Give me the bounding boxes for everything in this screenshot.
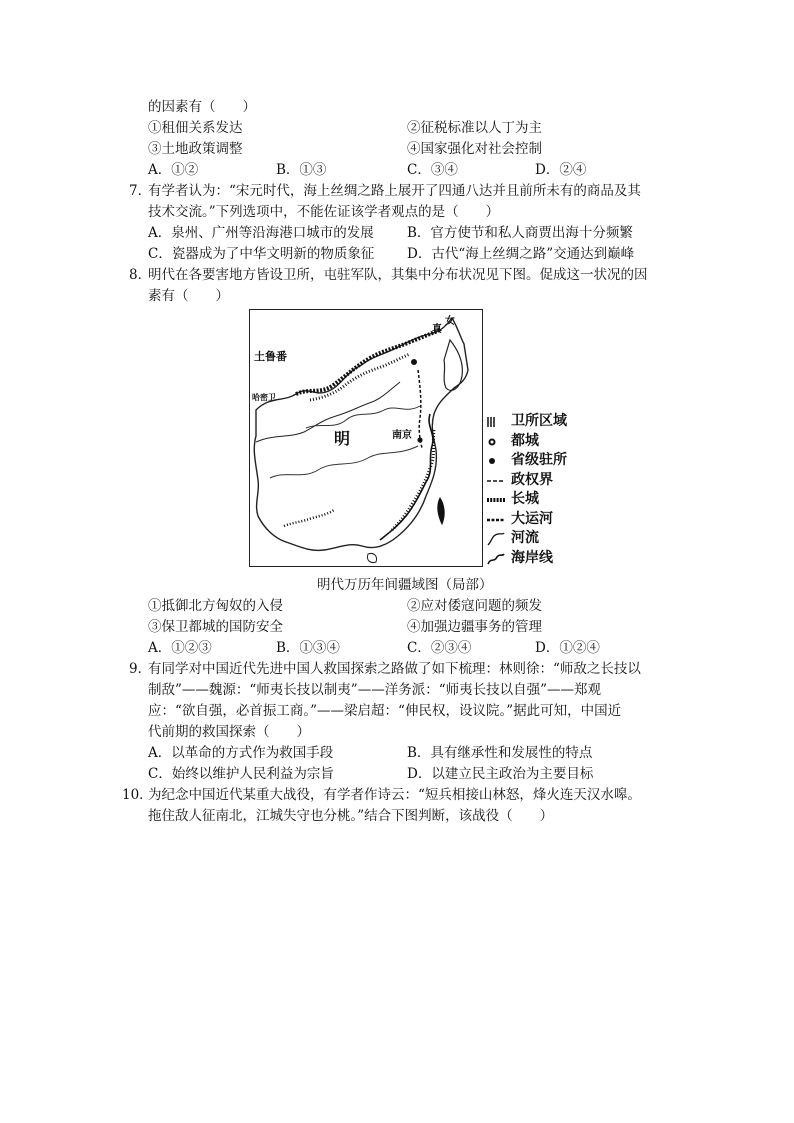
q6-stem-tail: 的因素有（ ）: [148, 99, 256, 115]
legend-label: 河流: [511, 530, 539, 546]
hainan-island: [367, 553, 376, 562]
legend-label: 海岸线: [511, 549, 553, 566]
q7-number: 7．: [129, 183, 152, 199]
garrison-symbol-icon: [486, 414, 506, 430]
legend-label: 政权界: [511, 471, 553, 488]
map-label-tulufan: 土鲁番: [254, 350, 287, 363]
q8-stem-line1: 明代在各要害地方皆设卫所，屯驻军队，其集中分布状况见下图。促成这一状况的因: [148, 267, 648, 283]
legend-label: 都城: [511, 432, 539, 449]
q9-stem-line1: 有同学对中国近代先进中国人救国探索之路做了如下梳理：林则徐：“师敌之长技以: [148, 661, 641, 677]
q6-option-d: D．②④: [535, 162, 587, 178]
q8-number: 8．: [129, 267, 152, 283]
taiwan-island: [438, 498, 444, 524]
grand-canal-symbol-icon: [486, 512, 506, 528]
q9-stem-line4: 代前期的救国探索（ ）: [148, 724, 310, 740]
q6-option-b: B．①③: [276, 162, 327, 178]
nanjing-marker: [417, 437, 422, 442]
q7-stem-line1: 有学者认为：“宋元时代，海上丝绸之路上展开了四通八达并且前所未有的商品及其: [148, 183, 641, 199]
q8-option-d: D．①②④: [535, 640, 600, 656]
q9-number: 9．: [129, 661, 152, 677]
q9-option-a: A．以革命的方式作为救国手段: [148, 745, 334, 761]
province-seat-symbol-icon: [486, 453, 506, 469]
q8-stem-line2: 素有（ ）: [148, 288, 229, 304]
grand-canal: [418, 370, 422, 448]
coastline-symbol-icon: [486, 551, 506, 567]
q10-stem-line2: 拖住敌人征南北，江城失守也分桃。”结合下图判断，该战役（ ）: [148, 808, 554, 824]
garrison-zone-southwest: [284, 510, 334, 526]
legend-label: 卫所区域: [511, 413, 567, 429]
q6-option-c: C．③④: [407, 162, 458, 178]
q8-item-4: ④加强边疆事务的管理: [407, 619, 542, 635]
q10-number: 10．: [122, 787, 153, 803]
yangtze-river: [270, 446, 418, 478]
q6-option-a: A．①②: [148, 162, 199, 178]
great-wall: [296, 330, 440, 394]
regime-border-symbol-icon: [486, 473, 506, 489]
q6-item-2: ②征税标准以人丁为主: [407, 120, 542, 136]
legend-item-river: [486, 529, 596, 549]
map-caption: 明代万历年间疆域图（局部）: [317, 577, 493, 593]
q7-option-b: B．官方使节和私人商贾出海十分频繁: [407, 225, 633, 241]
q8-option-c: C．②③④: [407, 640, 472, 656]
korea-peninsula: [444, 340, 462, 390]
map-label-zhen: 真: [432, 324, 442, 335]
legend-item-grand-canal: [486, 510, 596, 530]
capital-symbol-icon: [486, 434, 506, 450]
garrison-zone-north: [310, 354, 410, 400]
legend-item-great-wall: [486, 490, 596, 510]
map-label-ming: 明: [334, 429, 351, 448]
q9-option-c: C．始终以维护人民利益为宗旨: [148, 766, 334, 782]
q6-item-3: ③土地政策调整: [148, 141, 243, 157]
q7-option-a: A．泉州、广州等沿海港口城市的发展: [148, 225, 374, 241]
yellow-river: [306, 406, 420, 428]
q8-item-1: ①抵御北方匈奴的入侵: [148, 598, 283, 614]
legend-label: 长城: [511, 491, 539, 507]
map-label-hami: 哈密卫: [252, 393, 276, 402]
legend-item-regime-border: [486, 471, 596, 491]
map-label-nu: 女: [445, 316, 455, 327]
legend-item-province-seat: [486, 451, 596, 471]
q10-stem-line1: 为纪念中国近代某重大战役，有学者作诗云：“短兵相接山林怒，烽火连天汉水嗥。: [148, 787, 641, 803]
legend-label: 大运河: [511, 510, 553, 527]
q7-option-d: D．古代“海上丝绸之路”交通达到巅峰: [407, 246, 635, 262]
q8-item-2: ②应对倭寇问题的频发: [407, 598, 542, 614]
river-symbol-icon: [486, 531, 506, 547]
ming-territory-map: [249, 309, 483, 567]
q8-option-b: B．①③④: [276, 640, 340, 656]
legend-item-coastline: [486, 549, 596, 569]
q6-item-1: ①租佃关系发达: [148, 120, 243, 136]
great-wall-symbol-icon: [486, 492, 506, 508]
q7-option-c: C．瓷器成为了中华文明新的物质象征: [148, 246, 375, 262]
q9-stem-line2: 制敌”——魏源：“师夷长技以制夷”——洋务派：“师夷长技以自强”——郑观: [148, 682, 602, 698]
q8-option-a: A．①②③: [148, 640, 212, 656]
q9-option-d: D．以建立民主政治为主要目标: [407, 766, 594, 782]
q8-item-3: ③保卫都城的国防安全: [148, 619, 283, 635]
legend-item-garrison: [486, 412, 596, 432]
capital-marker: [411, 359, 417, 365]
q7-stem-line2: 技术交流。”下列选项中，不能佐证该学者观点的是（ ）: [148, 204, 500, 220]
map-legend: [486, 412, 596, 568]
q6-item-4: ④国家强化对社会控制: [407, 141, 542, 157]
map-label-nanjing: 南京: [392, 430, 412, 441]
legend-item-capital: [486, 432, 596, 452]
q9-option-b: B．具有继承性和发展性的特点: [407, 745, 593, 761]
legend-label: 省级驻所: [511, 452, 567, 468]
q9-stem-line3: 应：“欲自强，必首振工商。”——梁启超：“伸民权，设议院。”据此可知，中国近: [148, 703, 622, 719]
